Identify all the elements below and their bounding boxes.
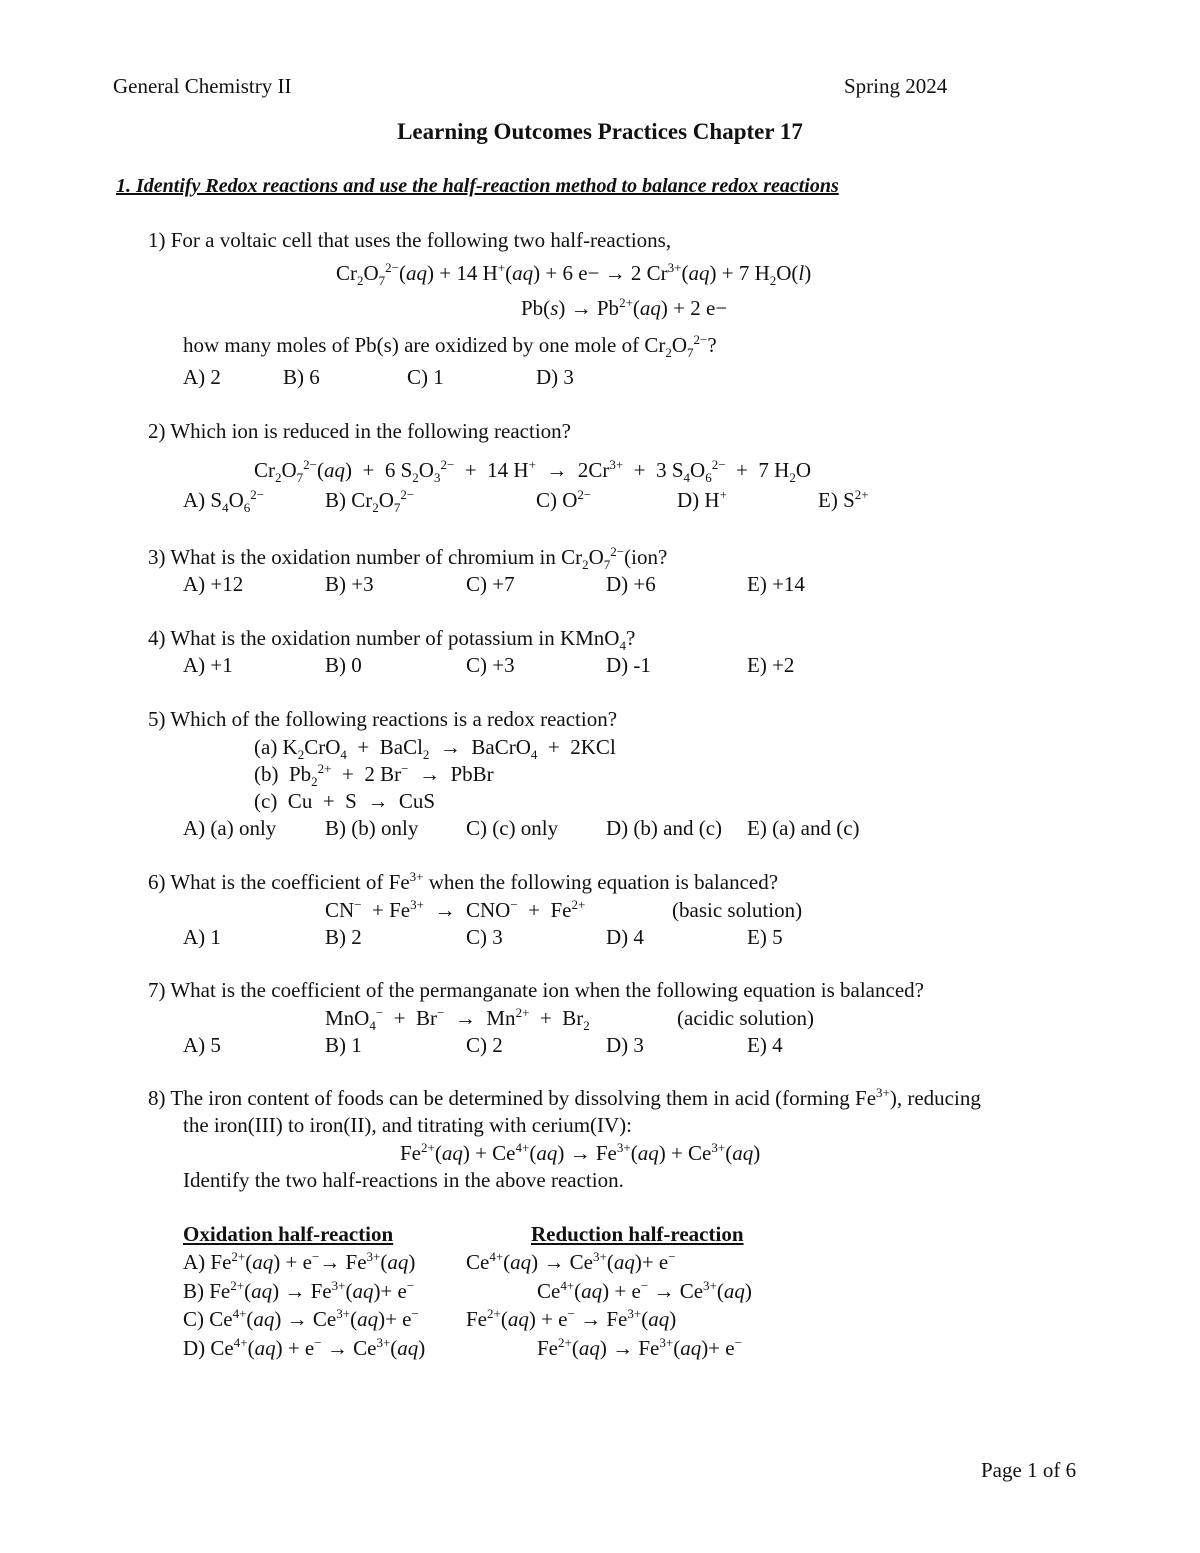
q8-question: Identify the two half-reactions in the above reaction. [183,1168,624,1192]
q3-choice-e[interactable]: E) +14 [747,572,805,596]
q5-choice-b[interactable]: B) (b) only [325,816,419,840]
q2-choice-a[interactable]: A) $S_4O_6^{2-}$ [183,487,265,516]
q1-question: how many moles of Pb(s) are oxidized by one mole of $Cr_2O_7^{2-}$? [183,332,717,361]
q3-choice-b[interactable]: B) +3 [325,572,374,596]
q1-equation-2: $Pb(s) \to Pb^{2+}(aq) + 2$ e− [521,295,728,320]
q7-choice-c[interactable]: C) 2 [466,1033,503,1057]
q1-prompt: 1) For a voltaic cell that uses the following two half-reactions, [148,228,672,252]
q6-condition: (basic solution) [672,898,803,922]
q6-prompt: 6) What is the coefficient of $Fe^{3+}$ when the following equation is balanced? [148,869,779,894]
q8-choice-d-oxidation[interactable]: D) $Ce^{4+}(aq) + e^- \to Ce^{3+}(aq)$ [183,1335,426,1360]
q4-choice-d[interactable]: D) -1 [606,653,651,677]
q7-choice-b[interactable]: B) 1 [325,1033,362,1057]
q8-choice-b-reduction: $Ce^{4+}(aq) + e^- \to Ce^{3+}(aq)$ [537,1278,752,1303]
q1-choice-d[interactable]: D) 3 [536,365,574,389]
q4-choice-e[interactable]: E) +2 [747,653,795,677]
section-heading: 1. Identify Redox reactions and use the half-reaction method to balance redox reactions [116,175,839,197]
q3-prompt: 3) What is the oxidation number of chromium in $Cr_2O_7^{2-}(ion$? [148,544,668,573]
q4-choice-c[interactable]: C) +3 [466,653,515,677]
q5-choice-d[interactable]: D) (b) and (c) [606,816,723,840]
q8-choice-a-oxidation[interactable]: A) $Fe^{2+}(aq) + e^-\to Fe^{3+}(aq)$ [183,1249,416,1274]
q7-choice-d[interactable]: D) 3 [606,1033,644,1057]
q8-choice-a-reduction: $Ce^{4+}(aq) \to Ce^{3+}(aq)+ e^-$ [466,1249,676,1274]
reduction-column-header: Reduction half-reaction [531,1222,744,1246]
q8-equation: $Fe^{2+}(aq) + Ce^{4+}(aq) \to Fe^{3+}(aq) + Ce^{3+}(aq)$ [400,1140,761,1165]
q5-choice-e[interactable]: E) (a) and (c) [747,816,860,840]
q4-choice-a[interactable]: A) +1 [183,653,233,677]
q4-prompt: 4) What is the oxidation number of potassium in KMnO$_4$? [148,626,636,654]
course-name: General Chemistry II [113,74,292,98]
q6-choice-c[interactable]: C) 3 [466,925,503,949]
q2-choice-c[interactable]: C) $O^{2-}$ [536,487,592,512]
q8-choice-c-oxidation[interactable]: C) $Ce^{4+}(aq) \to Ce^{3+}(aq)+ e^-$ [183,1306,419,1331]
q8-choice-c-reduction: $Fe^{2+}(aq) + e^- \to Fe^{3+}(aq)$ [466,1306,677,1331]
q8-prompt-line-2: the iron(III) to iron(II), and titrating with cerium(IV): [183,1113,633,1137]
q2-choice-d[interactable]: D) H+ [677,487,727,512]
q8-prompt-line-1: 8) The iron content of foods can be determined by dissolving them in acid (forming $Fe^{3+}$), reducing [148,1085,981,1110]
q1-equation-1: $Cr_2O_7^{2-}(aq) + 14$ H+(aq) + 6 e− → 2 $Cr^{3+}(aq) + 7$ $H_2O(l)$ [336,260,812,289]
q7-equation: $MnO_4^- + Br^- \to Mn^{2+} + Br_2$ [325,1005,590,1034]
q8-choice-b-oxidation[interactable]: B) $Fe^{2+}(aq) \to Fe^{3+}(aq)+ e^-$ [183,1278,415,1303]
q5-reaction-c: (c) Cu + S → CuS [254,789,436,813]
q8-choice-d-reduction: $Fe^{2+}(aq) \to Fe^{3+}(aq)+ e^-$ [537,1335,742,1360]
q2-choice-e[interactable]: E) $S^{2+}$ [818,487,869,512]
q7-choice-a[interactable]: A) 5 [183,1033,221,1057]
page-number: Page 1 of 6 [981,1458,1077,1482]
q3-choice-c[interactable]: C) +7 [466,572,515,596]
q2-equation: $Cr_2O_7^{2-}(aq) + 6$ $S_2O_3^{2-} + 14$ $H^+ \to 2Cr^{3+} + 3$ $S_4O_6^{2-} + 7$ $H_2O$ [254,457,811,486]
page-title: Learning Outcomes Practices Chapter 17 [397,119,803,144]
q7-choice-e[interactable]: E) 4 [747,1033,783,1057]
q1-choice-c[interactable]: C) 1 [407,365,444,389]
q5-prompt: 5) Which of the following reactions is a redox reaction? [148,707,618,731]
q6-choice-d[interactable]: D) 4 [606,925,644,949]
q4-choice-b[interactable]: B) 0 [325,653,362,677]
q5-reaction-a: (a) $K_2CrO_4$ + BaCl$_2$ → BaCrO$_4$ + 2KCl [254,735,616,763]
q6-equation: $CN^- + Fe^{3+} \to CNO^- + Fe^{2+}$ [325,897,586,922]
q1-choice-a[interactable]: A) 2 [183,365,221,389]
term: Spring 2024 [844,74,948,98]
q7-prompt: 7) What is the coefficient of the permanganate ion when the following equation is balanced? [148,978,924,1002]
q3-choice-a[interactable]: A) +12 [183,572,244,596]
q2-prompt: 2) Which ion is reduced in the following reaction? [148,419,571,443]
q1-choice-b[interactable]: B) 6 [283,365,320,389]
q7-condition: (acidic solution) [677,1006,815,1030]
q3-choice-d[interactable]: D) +6 [606,572,656,596]
q5-choice-c[interactable]: C) (c) only [466,816,559,840]
q6-choice-b[interactable]: B) 2 [325,925,362,949]
q2-choice-b[interactable]: B) $Cr_2O_7^{2-}$ [325,487,415,516]
q5-reaction-b: (b) $Pb_2^{2+} + 2$ Br− → PbBr [254,761,494,790]
oxidation-column-header: Oxidation half-reaction [183,1222,394,1246]
q6-choice-e[interactable]: E) 5 [747,925,783,949]
q6-choice-a[interactable]: A) 1 [183,925,221,949]
q5-choice-a[interactable]: A) (a) only [183,816,277,840]
